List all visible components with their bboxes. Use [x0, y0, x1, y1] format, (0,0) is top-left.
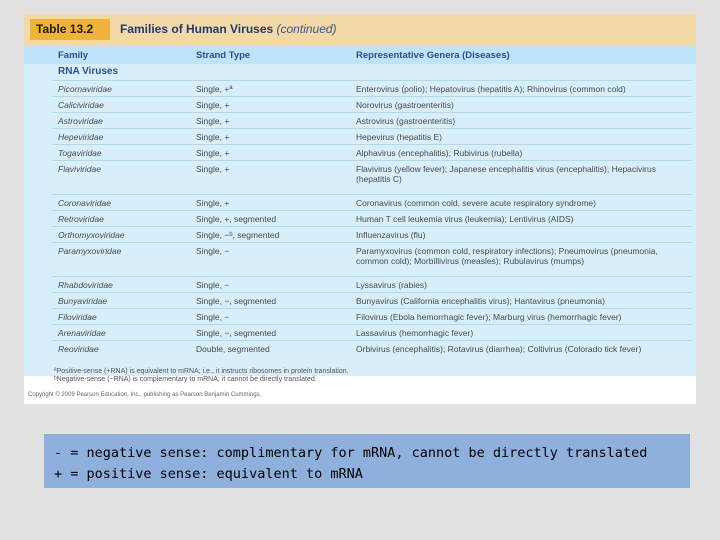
cell-strand: Single, +, segmented [196, 214, 277, 224]
table-row [52, 308, 692, 325]
cell-strand: Single, + [196, 116, 230, 126]
cell-strand: Double, segmented [196, 344, 270, 354]
cell-family: Flaviviridae [58, 164, 101, 174]
table-row [52, 160, 692, 195]
cell-family: Bunyaviridae [58, 296, 108, 306]
footnote-a: ªPositive-sense (+RNA) is equivalent to mRNA; i.e., it instructs ribosomes in protein translation. [54, 368, 349, 375]
table-row [52, 292, 692, 309]
cell-genera: Alphavirus (encephalitis); Rubivirus (rubella) [356, 148, 523, 158]
cell-strand: Single, + [196, 164, 230, 174]
table-body [24, 46, 696, 376]
section-label: RNA Viruses [58, 66, 119, 77]
header-family: Family [58, 50, 89, 61]
table-row [52, 80, 692, 97]
cell-strand: Single, +ª [196, 84, 233, 94]
cell-family: Caliciviridae [58, 100, 104, 110]
copyright-notice: Copyright © 2009 Pearson Education, Inc., publishing as Pearson Benjamin Cummings. [28, 392, 262, 398]
cell-strand: Single, −, segmented [196, 328, 277, 338]
table-title-suffix: (continued) [276, 22, 337, 36]
cell-genera: Hepevirus (hepatitis E) [356, 132, 442, 142]
cell-family: Retroviridae [58, 214, 104, 224]
cell-genera: Paramyxovirus (common cold, respiratory infections); Pneumovirus (pneumonia, common cold); Morbillivirus (measles); Rubulavirus (mumps) [356, 246, 658, 266]
cell-strand: Single, −, segmented [196, 296, 277, 306]
cell-genera: Astrovirus (gastroenteritis) [356, 116, 456, 126]
table-row [52, 144, 692, 161]
cell-strand: Single, − [196, 280, 230, 290]
table-number: Table 13.2 [30, 19, 110, 40]
cell-strand: Single, −ᵇ, segmented [196, 230, 280, 240]
caption-positive-sense: + = positive sense: equivalent to mRNA [54, 466, 363, 482]
footnote-b: ᵇNegative-sense (−RNA) is complementary to mRNA; it cannot be directly translated. [54, 376, 317, 383]
cell-family: Rhabdoviridae [58, 280, 113, 290]
cell-genera: Lyssavirus (rabies) [356, 280, 428, 290]
cell-family: Orthomyxoviridae [58, 230, 125, 240]
header-genera: Representative Genera (Diseases) [356, 50, 510, 61]
cell-family: Reoviridae [58, 344, 99, 354]
cell-strand: Single, − [196, 246, 230, 256]
table-header-row [24, 46, 696, 64]
table-row [52, 242, 692, 277]
table-row [52, 276, 692, 293]
cell-genera: Filovirus (Ebola hemorrhagic fever); Marburg virus (hemorrhagic fever) [356, 312, 622, 322]
cell-family: Arenaviridae [58, 328, 106, 338]
table-row [52, 194, 692, 211]
table-row [52, 226, 692, 243]
cell-family: Coronaviridae [58, 198, 111, 208]
cell-genera: Enterovirus (polio); Hepatovirus (hepatitis A); Rhinovirus (common cold) [356, 84, 626, 94]
cell-genera: Lassavirus (hemorrhagic fever) [356, 328, 474, 338]
table-row [52, 128, 692, 145]
cell-genera: Flavivirus (yellow fever); Japanese encephalitis virus (encephalitis); Hepacivirus (hepatitis C) [356, 164, 656, 184]
cell-genera: Orbivirus (encephalitis); Rotavirus (diarrhea); Coltivirus (Colorado tick fever) [356, 344, 642, 354]
cell-strand: Single, − [196, 312, 230, 322]
table-figure [24, 14, 696, 404]
cell-family: Togaviridae [58, 148, 102, 158]
cell-genera: Human T cell leukemia virus (leukemia); Lentivirus (AIDS) [356, 214, 574, 224]
table-row [52, 112, 692, 129]
caption-negative-sense: - = negative sense: complimentary for mRNA, cannot be directly translated [54, 445, 648, 461]
table-title-text: Families of Human Viruses [120, 22, 274, 36]
cell-strand: Single, + [196, 198, 230, 208]
cell-strand: Single, + [196, 132, 230, 142]
table-row [52, 210, 692, 227]
table-row [52, 340, 692, 359]
cell-strand: Single, + [196, 148, 230, 158]
header-strand-type: Strand Type [196, 50, 251, 61]
caption-box [44, 434, 690, 488]
cell-genera: Norovirus (gastroenteritis) [356, 100, 454, 110]
table-row [52, 324, 692, 341]
table-title-bar [24, 14, 696, 46]
cell-family: Astroviridae [58, 116, 103, 126]
cell-family: Picornaviridae [58, 84, 112, 94]
cell-strand: Single, + [196, 100, 230, 110]
table-row [52, 96, 692, 113]
cell-genera: Influenzavirus (flu) [356, 230, 426, 240]
cell-family: Filoviridae [58, 312, 97, 322]
table-title [120, 19, 337, 40]
table-footnotes [54, 368, 674, 384]
cell-family: Hepeviridae [58, 132, 104, 142]
cell-family: Paramyxoviridae [58, 246, 122, 256]
cell-genera: Bunyavirus (California encephalitis virus); Hantavirus (pneumonia) [356, 296, 605, 306]
cell-genera: Coronavirus (common cold, severe acute respiratory syndrome) [356, 198, 596, 208]
